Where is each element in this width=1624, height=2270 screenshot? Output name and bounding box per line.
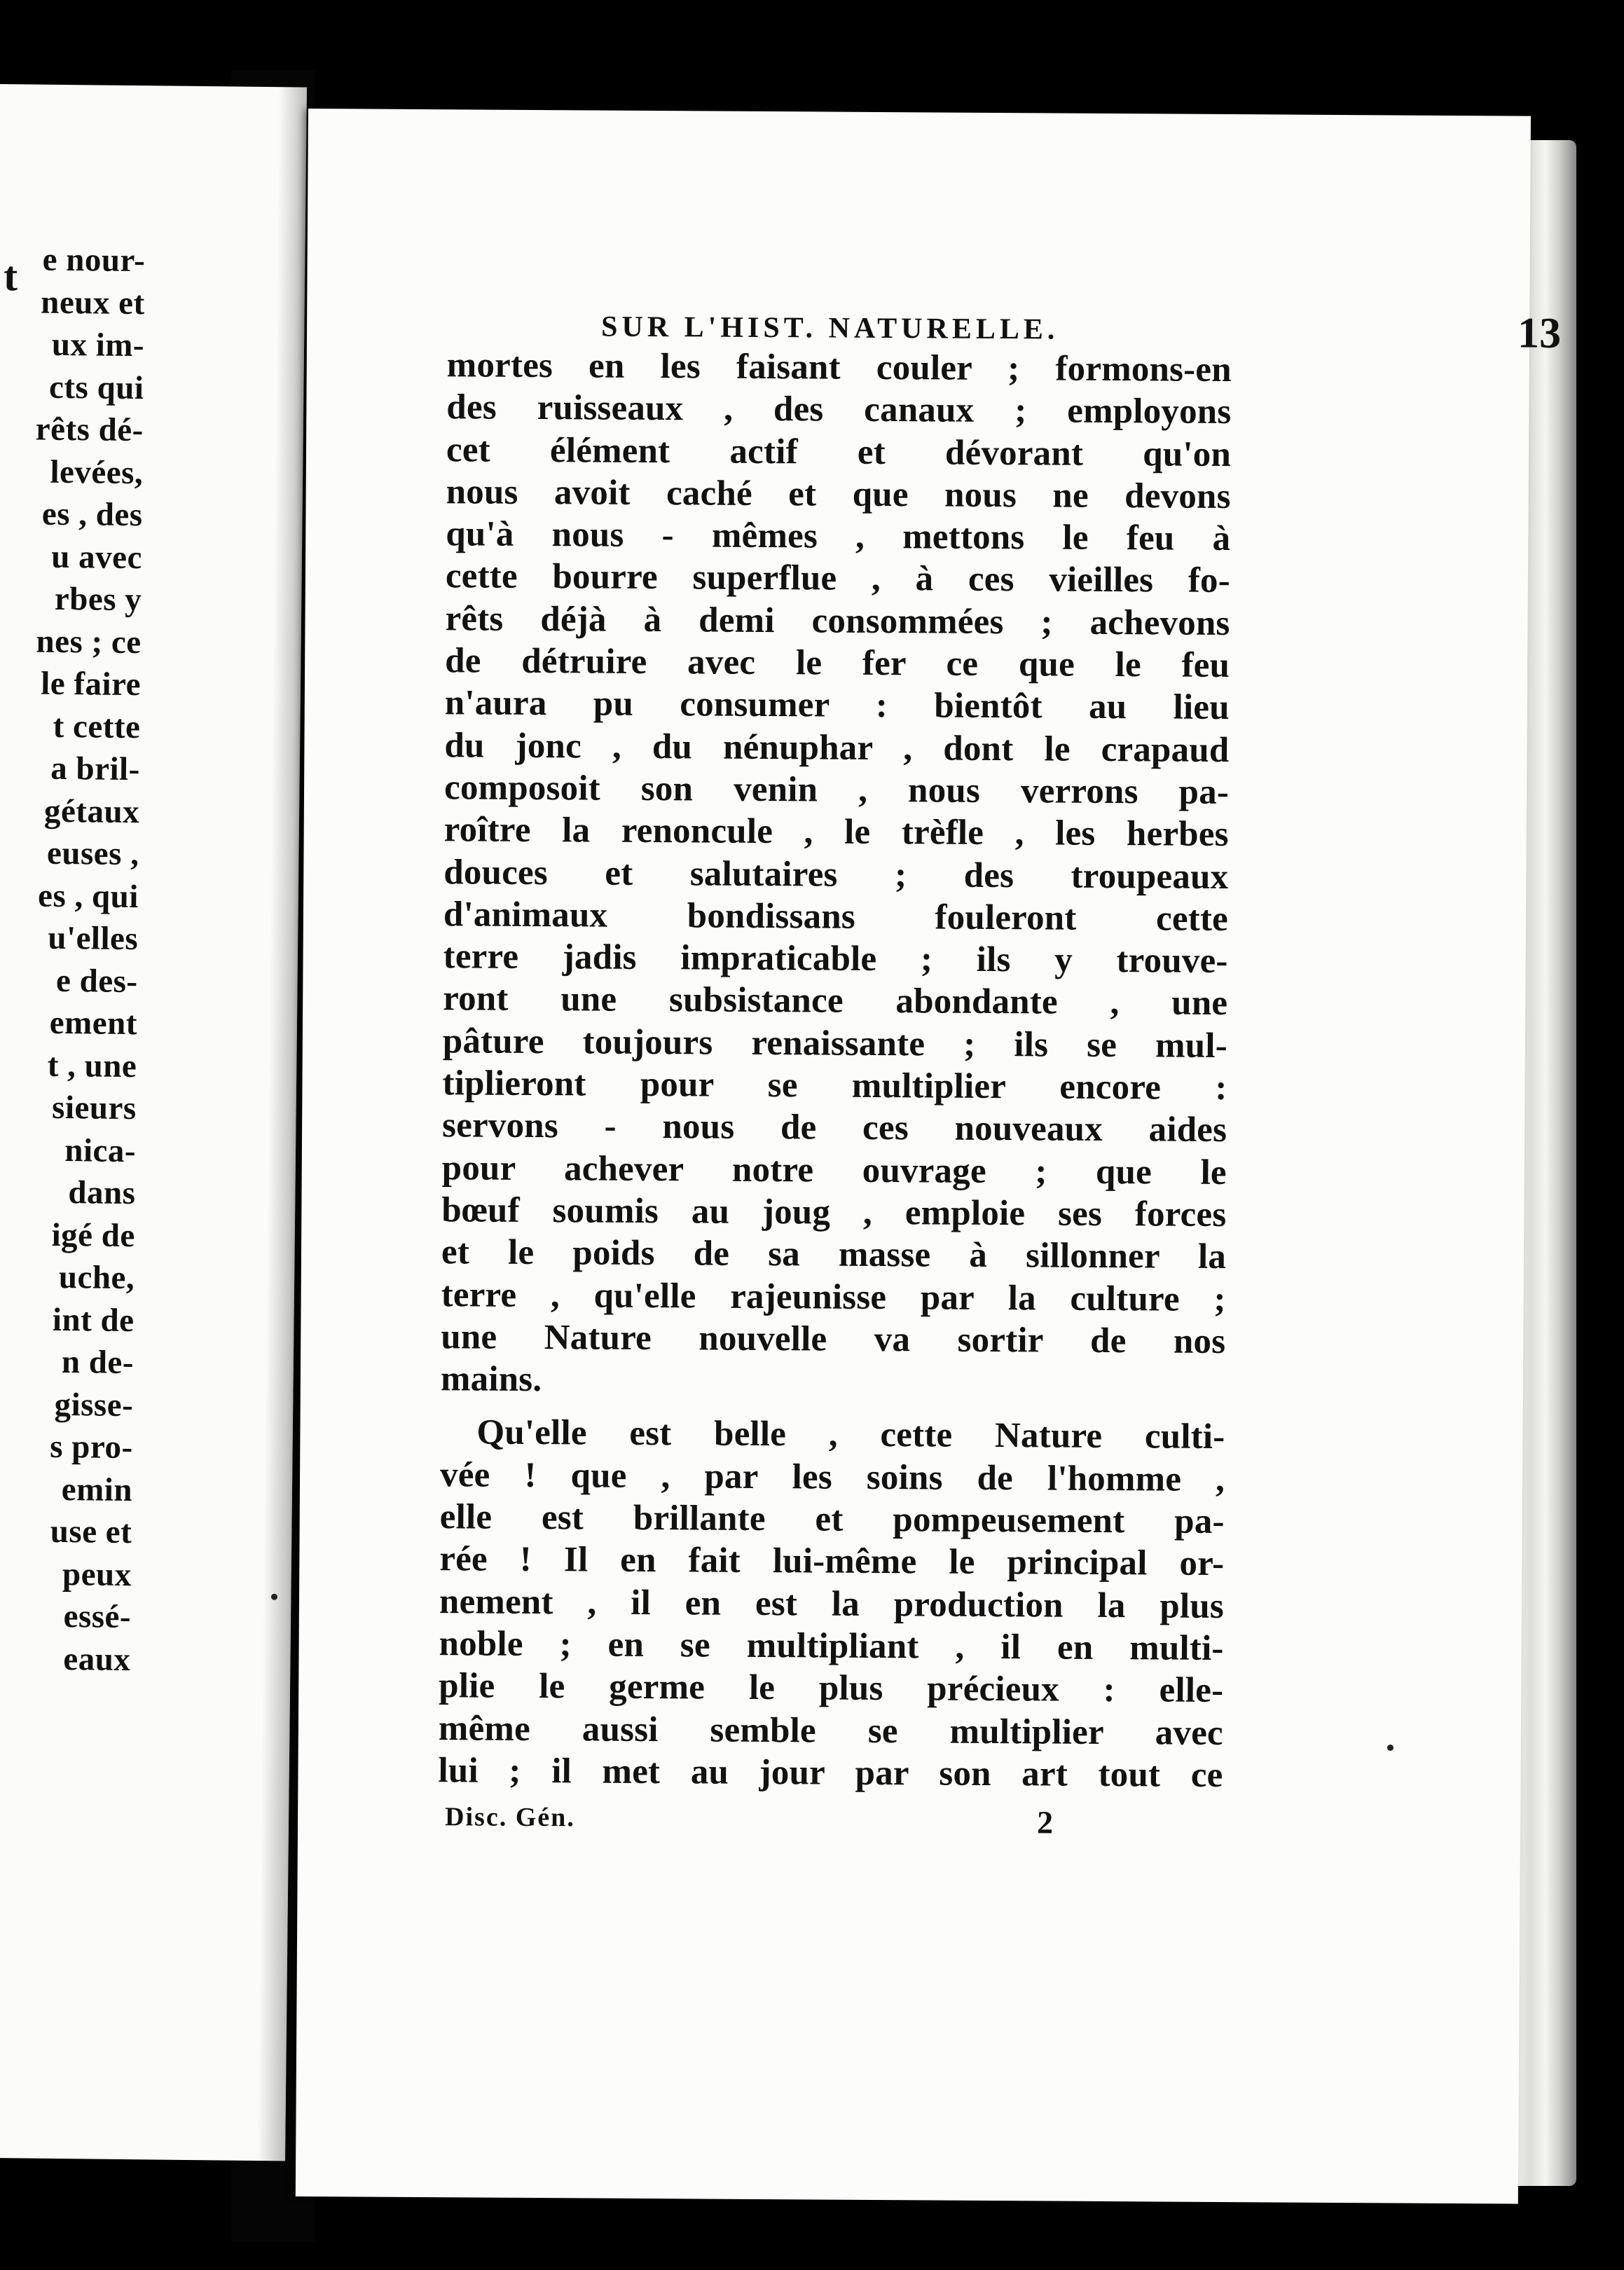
text-line: mortes en les faisant couler ; formons-en xyxy=(446,345,1232,390)
text-line: composoit son venin , nous verrons pa- xyxy=(443,768,1230,813)
previous-page-line: eaux xyxy=(63,1640,131,1678)
text-line: nement , il en est la production la plus xyxy=(439,1581,1225,1626)
signature-line xyxy=(445,1801,1075,1847)
text-line: cette bourre superflue , à ces vieilles fo- xyxy=(445,556,1231,601)
previous-page-marker: t xyxy=(3,253,18,300)
previous-page-line: essé- xyxy=(63,1598,132,1636)
previous-page-line: e nour- xyxy=(42,241,146,280)
text-line: rêts déjà à demi consommées ; achevons xyxy=(445,598,1230,643)
text-line: mains. xyxy=(440,1359,542,1400)
text-line: cet élément actif et dévorant qu'on xyxy=(446,429,1232,474)
previous-page-line: nes ; ce xyxy=(36,623,142,661)
text-line: du jonc , du nénuphar , dont le crapaud xyxy=(444,725,1230,770)
previous-page-line: u'elles xyxy=(48,919,139,958)
previous-page-line: rêts dé- xyxy=(35,411,144,449)
previous-page-text xyxy=(0,237,146,1681)
text-line: qu'à nous - mêmes , mettons le feu à xyxy=(446,514,1231,559)
previous-page-line: ux im- xyxy=(51,326,145,364)
text-line: nous avoit caché et que nous ne devons xyxy=(446,472,1231,516)
previous-page-line: e des- xyxy=(55,962,138,1000)
text-line: tiplieront pour se multiplier encore : xyxy=(442,1064,1227,1108)
previous-page-line: emin xyxy=(61,1471,133,1508)
previous-page-line: igé de xyxy=(51,1216,136,1254)
previous-page-line: s pro- xyxy=(50,1428,133,1466)
text-line: bœuf soumis au joug , emploie ses forces xyxy=(441,1190,1227,1234)
text-line: rée ! Il en fait lui-même le principal or- xyxy=(439,1539,1225,1584)
ink-speck xyxy=(271,1594,277,1600)
previous-page-line: es , des xyxy=(41,495,143,534)
previous-page-line: le faire xyxy=(41,665,142,703)
previous-page-line: int de xyxy=(52,1301,135,1339)
previous-page-line: gétaux xyxy=(43,792,140,830)
running-title: SUR L'HIST. NATURELLE. xyxy=(600,310,1059,346)
page-number: 13 xyxy=(1517,309,1562,357)
previous-page-line: sieurs xyxy=(51,1089,137,1127)
text-line: même aussi semble se multiplier avec xyxy=(438,1708,1224,1753)
previous-page-line: use et xyxy=(50,1513,132,1551)
text-line: roître la renoncule , le trèfle , les herbes xyxy=(443,810,1229,855)
text-line: pour achever notre ouvrage ; que le xyxy=(441,1148,1227,1192)
text-line: vée ! que , par les soins de l'homme , xyxy=(439,1454,1225,1499)
previous-page-line: ement xyxy=(49,1004,138,1043)
text-line: lui ; il met au jour par son art tout ce xyxy=(438,1750,1223,1795)
previous-page-line: nica- xyxy=(64,1131,137,1169)
text-line: elle est brillante et pompeusement pa- xyxy=(439,1497,1225,1542)
previous-page-line: t , une xyxy=(47,1047,137,1085)
text-line: terre , qu'elle rajeunisse par la culture ; xyxy=(441,1274,1226,1319)
current-page xyxy=(296,109,1562,2204)
previous-page-line: uche, xyxy=(58,1258,135,1297)
previous-page-line: gisse- xyxy=(54,1386,134,1424)
text-line: et le poids de sa masse à sillonner la xyxy=(441,1232,1227,1277)
previous-page-line: dans xyxy=(68,1174,136,1212)
previous-page-line: u avec xyxy=(51,538,143,576)
previous-page-line: euses , xyxy=(46,834,139,873)
previous-page xyxy=(0,84,307,2161)
text-line: noble ; en se multipliant , il en multi- xyxy=(439,1624,1224,1668)
body-text xyxy=(438,344,1232,1796)
previous-page-line: a bril- xyxy=(50,750,141,788)
text-line: servons - nous de ces nouveaux aides xyxy=(441,1106,1227,1150)
signature-label: Disc. Gén. xyxy=(444,1802,575,1833)
previous-page-line: cts qui xyxy=(48,369,144,406)
signature-mark: 2 xyxy=(1036,1804,1054,1841)
text-line: de détruire avec le fer ce que le feu xyxy=(445,641,1230,686)
text-line: des ruisseaux , des canaux ; employons xyxy=(446,387,1232,432)
text-line: pâture toujours renaissante ; ils se mul- xyxy=(442,1021,1228,1066)
ink-speck xyxy=(1387,1745,1394,1751)
previous-page-line: rbes y xyxy=(54,580,142,619)
previous-page-line: levées, xyxy=(50,453,144,491)
paragraph-2 xyxy=(438,1412,1225,1797)
previous-page-line: peux xyxy=(62,1555,132,1593)
text-line: ront une subsistance abondante , une xyxy=(443,979,1228,1024)
text-line: terre jadis impraticable ; ils y trouve- xyxy=(443,937,1228,982)
text-line: d'animaux bondissans fouleront cette xyxy=(443,895,1229,939)
text-line: douces et salutaires ; des troupeaux xyxy=(443,852,1229,897)
previous-page-line: es , qui xyxy=(37,877,139,915)
text-line: plie le germe le plus précieux : elle- xyxy=(439,1666,1224,1711)
paragraph-1 xyxy=(441,344,1232,1405)
previous-page-line: t cette xyxy=(53,708,141,745)
previous-page-line: neux et xyxy=(41,284,146,322)
previous-page-line: n de- xyxy=(61,1344,135,1382)
text-line: n'aura pu consumer : bientôt au lieu xyxy=(444,683,1230,728)
text-line: Qu'elle est belle , cette Nature culti- xyxy=(476,1412,1225,1457)
text-line: une Nature nouvelle va sortir de nos xyxy=(441,1317,1226,1361)
